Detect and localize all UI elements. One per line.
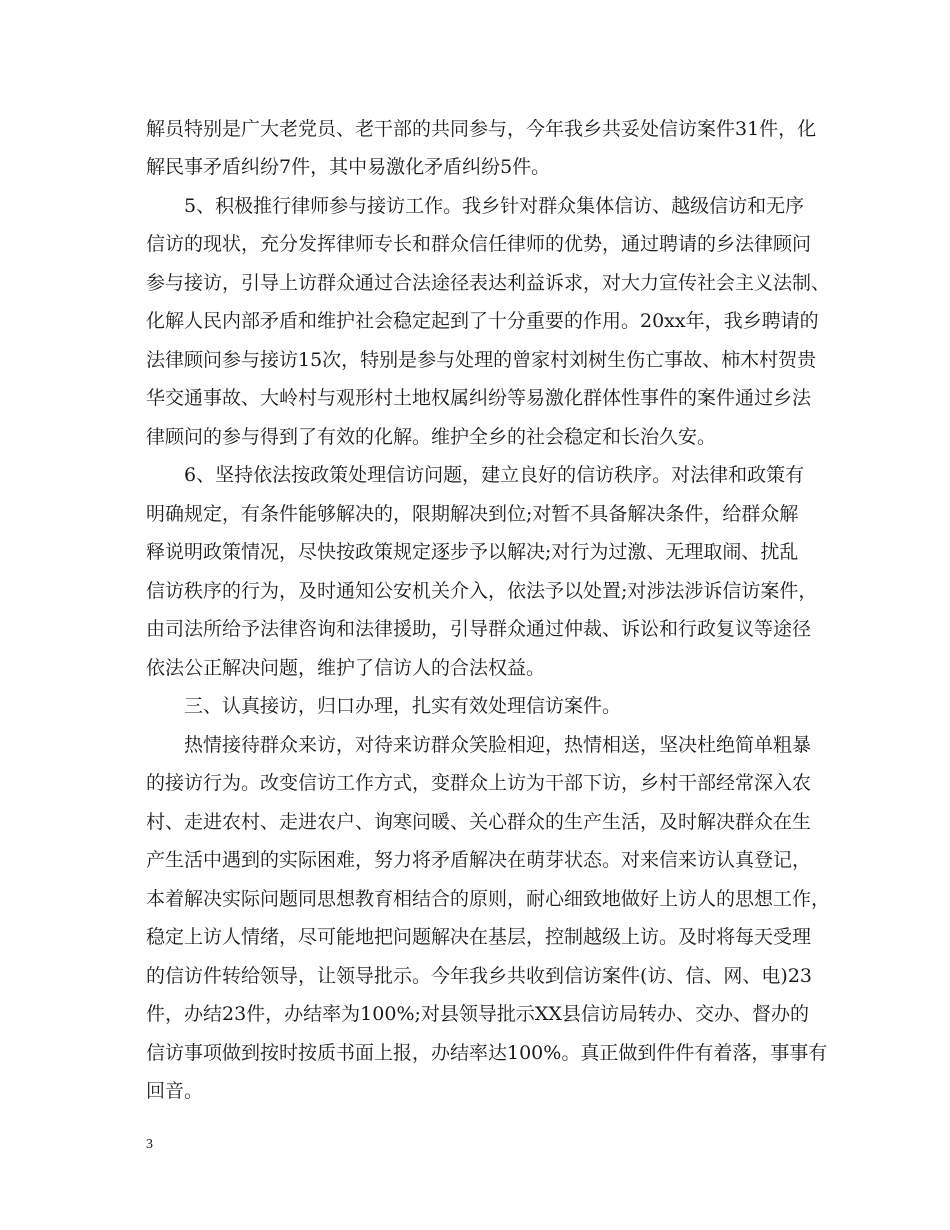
text-line: 释说明政策情况，尽快按政策规定逐步予以解决;对行为过激、无理取闹、扰乱 bbox=[146, 541, 799, 563]
text-line: 明确规定，有条件能够解决的，限期解决到位;对暂不具备解决条件，给群众解 bbox=[146, 503, 799, 525]
text-line: 参与接访，引导上访群众通过合法途径表达利益诉求，对大力宣传社会主义法制、 bbox=[146, 272, 831, 294]
text-line: 5、积极推行律师参与接访工作。我乡针对群众集体信访、越级信访和无序 bbox=[184, 195, 805, 217]
text-line: 的信访件转给领导，让领导批示。今年我乡共收到信访案件(访、信、网、电)23 bbox=[146, 965, 813, 987]
text-line: 律顾问的参与得到了有效的化解。维护全乡的社会稳定和长治久安。 bbox=[146, 426, 717, 448]
section-heading: 三、认真接访，归口办理，扎实有效处理信访案件。 bbox=[184, 695, 622, 717]
page-number: 3 bbox=[146, 1137, 153, 1152]
text-line: 回音。 bbox=[146, 1080, 204, 1102]
text-line: 村、走进农村、走进农户、询寒问暖、关心群众的生产生活，及时解决群众在生 bbox=[146, 811, 812, 833]
text-line: 稳定上访人情绪，尽可能地把问题解决在基层，控制越级上访。及时将每天受理 bbox=[146, 926, 812, 948]
text-line: 件，办结23件，办结率为100%;对县领导批示XX县信访局转办、交办、督办的 bbox=[146, 1003, 809, 1025]
text-line: 本着解决实际问题同思想教育相结合的原则，耐心细致地做好上访人的思想工作， bbox=[146, 888, 831, 910]
text-line: 法律顾问参与接访15次，特别是参与处理的曾家村刘树生伤亡事故、柿木村贺贵 bbox=[146, 349, 817, 371]
text-line: 信访的现状，充分发挥律师专长和群众信任律师的优势，通过聘请的乡法律顾问 bbox=[146, 233, 812, 255]
text-line: 信访事项做到按时按质书面上报，办结率达100%。真正做到件件有着落，事事有 bbox=[146, 1042, 828, 1064]
text-line: 6、坚持依法按政策处理信访问题，建立良好的信访秩序。对法律和政策有 bbox=[184, 464, 805, 486]
text-line: 热情接待群众来访，对待来访群众笑脸相迎，热情相送，坚决杜绝简单粗暴 bbox=[184, 734, 812, 756]
text-line: 由司法所给予法律咨询和法律援助，引导群众通过仲裁、诉讼和行政复议等途径 bbox=[146, 618, 812, 640]
text-line: 解民事矛盾纠纷7件，其中易激化矛盾纠纷5件。 bbox=[146, 156, 551, 178]
text-line: 化解人民内部矛盾和维护社会稳定起到了十分重要的作用。20xx年，我乡聘请的 bbox=[146, 310, 819, 332]
text-line: 产生活中遇到的实际困难，努力将矛盾解决在萌芽状态。对来信来访认真登记， bbox=[146, 849, 812, 871]
text-line: 的接访行为。改变信访工作方式，变群众上访为干部下访，乡村干部经常深入农 bbox=[146, 772, 812, 794]
text-line: 华交通事故、大岭村与观形村土地权属纠纷等易激化群体性事件的案件通过乡法 bbox=[146, 387, 812, 409]
text-line: 信访秩序的行为，及时通知公安机关介入，依法予以处置;对涉法涉诉信访案件， bbox=[146, 580, 818, 602]
text-line: 依法公正解决问题，维护了信访人的合法权益。 bbox=[146, 657, 546, 679]
text-line: 解员特别是广大老党员、老干部的共同参与，今年我乡共妥处信访案件31件，化 bbox=[146, 118, 817, 140]
